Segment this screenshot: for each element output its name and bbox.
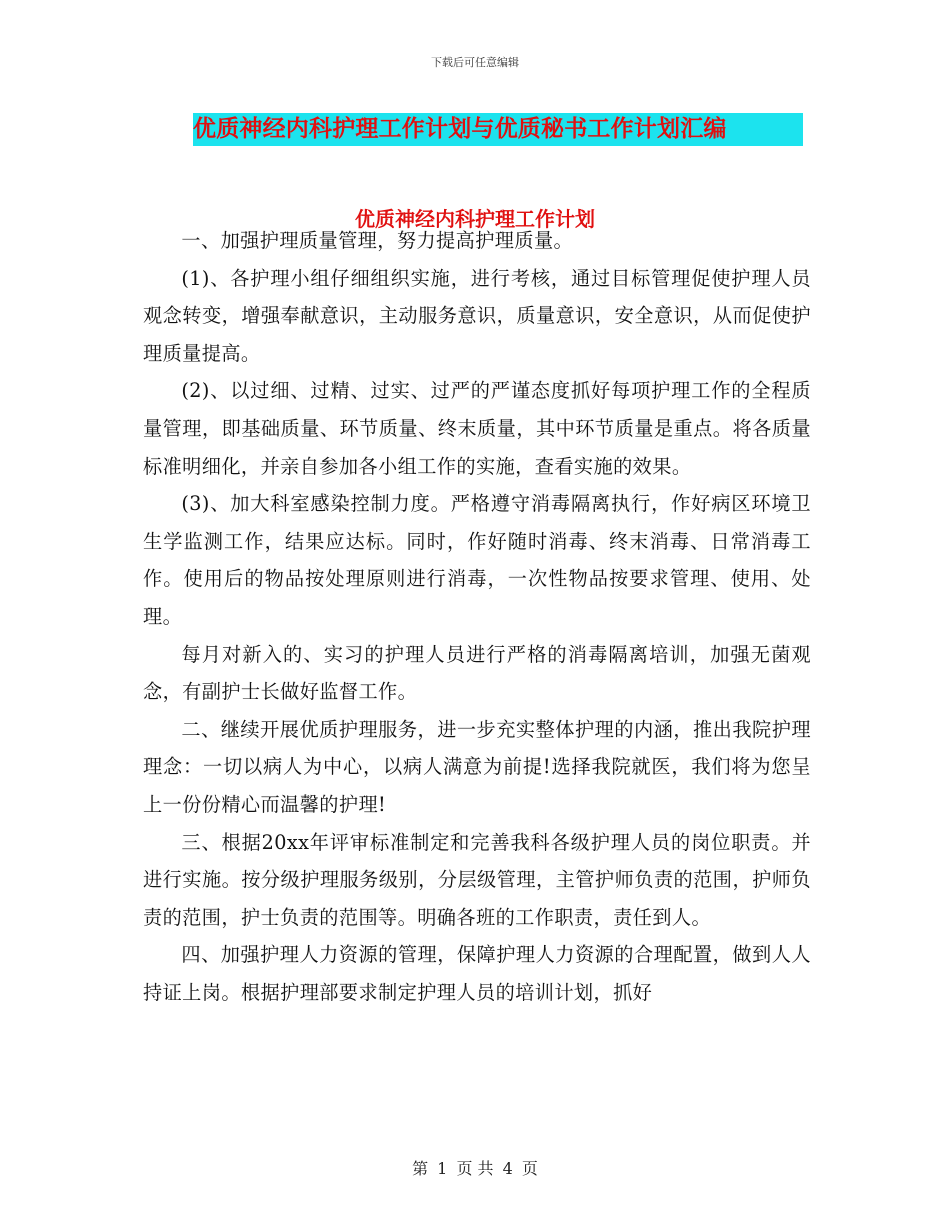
footer-page-number: 1 — [437, 1159, 448, 1178]
section-title: 优质神经内科护理工作计划 — [355, 207, 595, 231]
page-footer — [0, 1156, 950, 1179]
footer-total-pages: 4 — [502, 1159, 513, 1178]
footer-mid: 页 共 — [456, 1159, 494, 1178]
main-title-highlight — [193, 113, 803, 146]
paragraph: 一、加强护理质量管理，努力提高护理质量。 — [181, 229, 574, 252]
paragraph: (3)、加大科室感染控制力度。严格遵守消毒隔离执行，作好病区环境卫生学监测工作，结果应达标。同时，作好随时消毒、终末消毒、日常消毒工作。使用后的物品按处理原则进行消毒，一次性物品按要求管理、使用、处理。 — [143, 492, 811, 628]
main-title: 优质神经内科护理工作计划与优质秘书工作计划汇编 — [193, 116, 727, 142]
paragraph: (2)、以过细、过精、过实、过严的严谨态度抓好每项护理工作的全程质量管理，即基础质量、环节质量、终末质量，其中环节质量是重点。将各质量标准明细化，并亲自参加各小组工作的实施，查看实施的效果。 — [143, 379, 811, 478]
paragraph: (1)、各护理小组仔细组织实施，进行考核，通过目标管理促使护理人员观念转变，增强奉献意识，主动服务意识，质量意识，安全意识，从而促使护理质量提高。 — [143, 266, 811, 365]
paragraph: 四、加强护理人力资源的管理，保障护理人力资源的合理配置，做到人人持证上岗。根据护理部要求制定护理人员的培训计划，抓好 — [143, 943, 811, 1004]
paragraph: 二、继续开展优质护理服务，进一步充实整体护理的内涵，推出我院护理理念：一切以病人为中心，以病人满意为前提!选择我院就医，我们将为您呈上一份份精心而温馨的护理! — [143, 717, 811, 816]
paragraph: 每月对新入的、实习的护理人员进行严格的消毒隔离培训，加强无菌观念，有副护士长做好监督工作。 — [143, 642, 811, 704]
footer-suffix: 页 — [521, 1159, 538, 1178]
paragraph: 三、根据20xx年评审标准制定和完善我科各级护理人员的岗位职责。并进行实施。按分级护理服务级别，分层级管理，主管护师负责的范围，护师负责的范围，护士负责的范围等。明确各班的工作职责，责任到人。 — [143, 830, 811, 929]
header-note: 下载后可任意编辑 — [431, 56, 519, 69]
footer-prefix: 第 — [412, 1159, 429, 1178]
document-body — [143, 222, 811, 1011]
